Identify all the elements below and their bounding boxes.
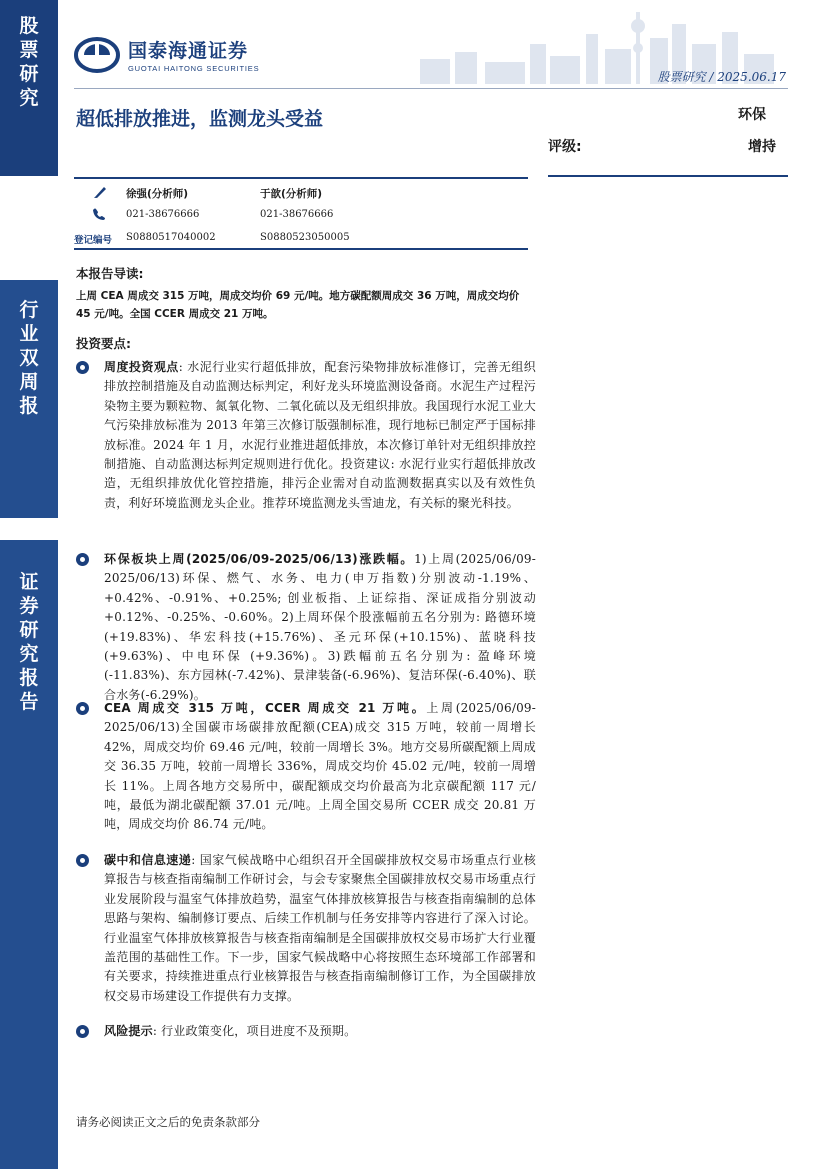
analyst-1-name: 徐强(分析师) xyxy=(126,188,189,200)
bullet-body: : 行业政策变化，项目进度不及预期。 xyxy=(152,1024,357,1038)
bullet-icon xyxy=(76,702,89,715)
bullet-heading: 周度投资观点 xyxy=(104,360,179,374)
bullet-body: : 国家气候战略中心组织召开全国碳排放权交易市场重点行业核算报告与核查指南编制工作研讨会，与会专家聚焦全国碳排放权交易市场重点行业发展阶段与温室气体排放趋势，温室气体排放核算报告与核查指南编制的总体思路与架构、编制修订要点、后续工作机制与任务安排等内容进行了深入讨论。行业温室气体排放核算报告与核查指南编制是全国碳排放权交易市场扩大行业覆盖范围的基础性工作。下一步，国家气候战略中心将按照生态环境部工作部署和有关要求，持续推进重点行业核算报告与核查指南编制修订工作，为全国碳排放权交易市场建设工作提供有力支撑。 xyxy=(104,853,536,1003)
rating-label: 评级: xyxy=(548,139,582,155)
bullet-heading: 碳中和信息速递 xyxy=(104,853,192,867)
analyst-2-name: 于歆(分析师) xyxy=(260,188,323,200)
analyst-1-phone: 021-38676666 xyxy=(126,209,200,220)
bullet-weekly-view xyxy=(76,358,536,513)
report-title: 超低排放推进，监测龙头受益 xyxy=(76,108,324,130)
logo-mark-icon xyxy=(74,37,120,73)
bullet-icon xyxy=(76,361,89,374)
side-label-report: 证 券 研 究 报 告 xyxy=(0,540,58,1169)
phone-icon xyxy=(92,207,106,221)
analyst-bottom-divider xyxy=(74,248,528,250)
bullet-sector-performance xyxy=(76,550,536,705)
side-label-biweekly: 行 业 双 周 报 xyxy=(0,280,58,518)
disclaimer-footer: 请务必阅读正文之后的免责条款部分 xyxy=(76,1115,260,1129)
intro-text: 上周 CEA 周成交 315 万吨，周成交均价 69 元/吨。地方碳配额周成交 36 万吨，周成交均价 45 元/吨。全国 CCER 周成交 21 万吨。 xyxy=(76,290,520,320)
bullet-heading: 风险提示 xyxy=(104,1024,153,1038)
pen-icon xyxy=(92,184,108,200)
analyst-1-reg: S0880517040002 xyxy=(126,232,216,243)
bullet-icon xyxy=(76,553,89,566)
bullet-carbon-news xyxy=(76,851,536,1006)
investment-heading: 投资要点: xyxy=(76,336,131,351)
analyst-top-divider xyxy=(74,177,528,179)
bullet-heading: 环保板块上周(2025/06/09-2025/06/13)涨跌幅。 xyxy=(104,552,415,566)
logo-name-cn: 国泰海通证券 xyxy=(128,40,249,62)
bullet-icon xyxy=(76,1025,89,1038)
header-divider xyxy=(74,88,788,89)
bullet-carbon-trading xyxy=(76,699,536,835)
rating-value: 增持 xyxy=(748,139,776,155)
bullet-body: : 水泥行业实行超低排放，配套污染物排放标准修订，完善无组织排放控制措施及自动监测达标判定，利好龙头环境监测设备商。水泥生产过程污染物主要为颗粒物、氮氧化物、二氧化硫以及无组织排放。我国现行水泥工业大气污染排放标准为 2013 年第三次修订版强制标准，现行地标已制定严于国标排放标准。2024 年 1 月，水泥行业推进超低排放，本次修订单针对无组织排放控制措施、自动监测达标判定规则进行优化。投资建议: 水泥行业实行超低排放改造，无组织排放优化管控措施，排污企业需对自动监测数据真实以及有效性负责，利好环境监测龙头企业。推荐环境监测龙头雪迪龙，有关标的聚光科技。 xyxy=(104,360,536,510)
bullet-risk xyxy=(76,1022,536,1041)
company-logo xyxy=(74,36,259,73)
report-type-date: 股票研究 / 2025.06.17 xyxy=(657,70,786,84)
analyst-2-phone: 021-38676666 xyxy=(260,209,334,220)
sector-label: 环保 xyxy=(738,107,766,123)
bullet-icon xyxy=(76,854,89,867)
bullet-body: 上周(2025/06/09-2025/06/13)全国碳市场碳排放配额(CEA)成交 315 万吨，较前一周增长 42%，周成交均价 69.46 元/吨，较前一周增长 3%。地方交易所碳配额上周成交 36.35 万吨，较前一周增长 336%，周成交均价 45.02 元/吨，较前一周增长 11%。上周各地方交易所中，碳配额成交均价最高为北京碳配额 117 元/吨，最低为湖北碳配额 37.01 元/吨。上周全国交易所 CCER 成交 20.81 万吨，周成交均价 86.74 元/吨。 xyxy=(104,701,536,832)
intro-heading: 本报告导读: xyxy=(76,266,144,281)
bullet-heading: CEA 周成交 315 万吨，CCER 周成交 21 万吨。 xyxy=(104,701,427,715)
registration-label: 登记编号 xyxy=(74,235,113,246)
side-label-stock-research: 股 票 研 究 xyxy=(0,0,58,176)
side-band xyxy=(0,0,58,1169)
logo-name-en: GUOTAI HAITONG SECURITIES xyxy=(128,64,260,73)
analyst-2-reg: S0880523050005 xyxy=(260,232,350,243)
rating-divider xyxy=(548,175,788,177)
bullet-body: 1)上周(2025/06/09-2025/06/13)环保、燃气、水务、电力(申万指数)分别波动-1.19%、+0.42%、-0.91%、+0.25%; 创业板指、上证综指、深证成指分别波动+0.12%、-0.25%、-0.60%。2)上周环保个股涨幅前五名分别为: 路德环境(+19.83%)、华宏科技(+15.76%)、圣元环保(+10.15%)、蓝晓科技(+9.63%)、中电环保 (+9.36%)。3)跌幅前五名分别为: 盈峰环境(-11.83%)、东方园林(-7.42%)、景津装备(-6.96%)、复洁环保(-6.40%)、联合水务(-6.29%)。 xyxy=(104,552,536,702)
